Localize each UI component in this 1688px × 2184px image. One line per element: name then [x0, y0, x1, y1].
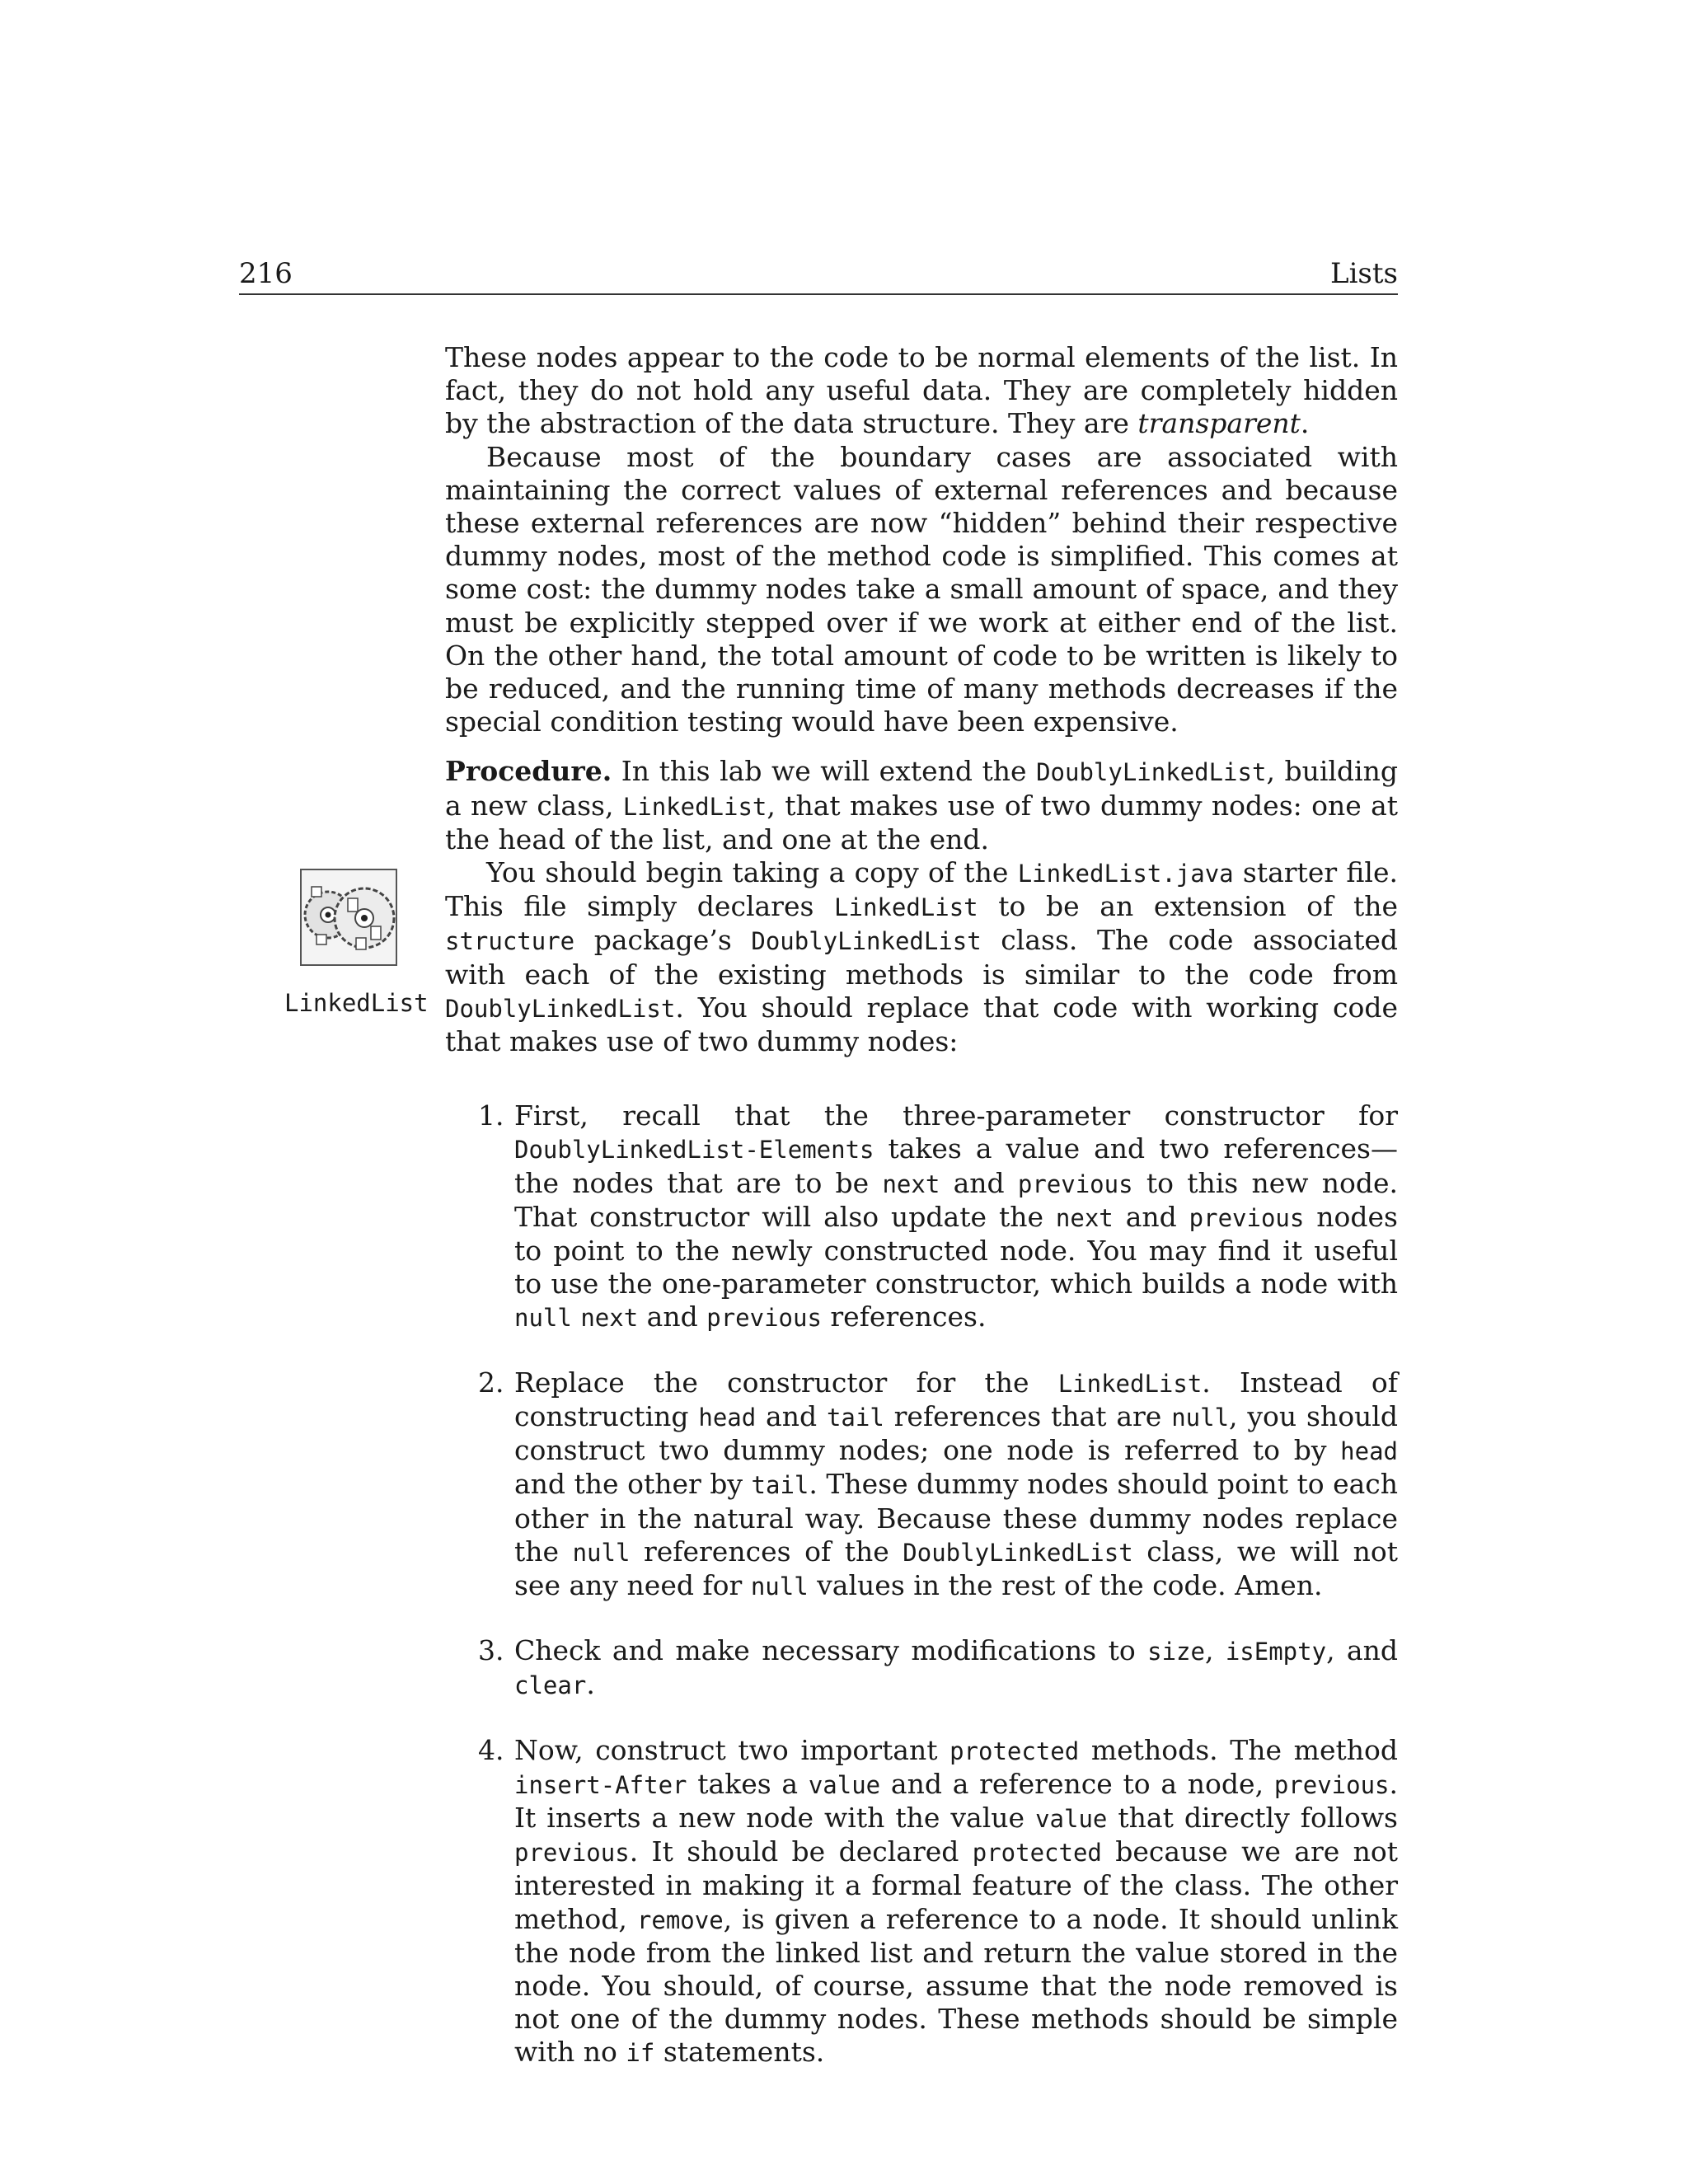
list-item: 4. Now, construct two important protected methods. The method insert-After takes a value and a reference to a node, previous. It inserts a new node with the value value that directly follows previous. It should be declared protected because we are not interested in making it a formal feature of the class. The other method, remove, is given a reference to a node. It should unlink the node from the linked list and return the value stored in the node. You should, of course, assume that the node removed is not one of the dummy nodes. These methods should be simple with no if statements. — [478, 1733, 1398, 2069]
list-item: 2. Replace the constructor for the LinkedList. Instead of constructing head and tail references that are null, you should construct two dummy nodes; one node is referred to by head and the other by tail. These dummy nodes should point to each other in the natural way. Because these dummy nodes replace the null references of the DoublyLinkedList class, we will not see any need for null values in the rest of the code. Amen. — [478, 1366, 1399, 1601]
list-item: 1. First, recall that the three-parameter constructor for DoublyLinkedList-Elements takes a value and two references—the nodes that are to be next and previous to this new node. That constructor will also update the next and previous nodes to point to the newly constructed node. You may find it useful to use the one-parameter constructor, which builds a node with null next and previous references. — [478, 1099, 1398, 1333]
section-title: Lists — [1329, 257, 1398, 290]
body-text — [445, 341, 1398, 2102]
list-item: 3. Check and make necessary modifications to size, isEmpty, and clear. — [478, 1634, 1398, 1701]
running-header — [239, 255, 1398, 295]
page-number: 216 — [239, 257, 293, 290]
paragraph: These nodes appear to the code to be normal elements of the list. In fact, they do not hold any useful data. They are completely hidden by the abstraction of the data structure. They are transparent. — [445, 341, 1398, 440]
paragraph: You should begin taking a copy of the LinkedList.java starter file. This file simply declares LinkedList to be an extension of the structure package’s DoublyLinkedList class. The code associated with each of the existing methods is similar to the code from DoublyLinkedList. You should replace that code with working code that makes use of two dummy nodes: — [445, 856, 1399, 1058]
procedure-steps — [445, 1099, 1398, 2069]
procedure-label: Procedure. — [445, 755, 612, 788]
paragraph: Because most of the boundary cases are associated with maintaining the correct values of external references and because these external references are now “hidden” behind their respective dummy nodes, most of the method code is simplified. This comes at some cost: the dummy nodes take a small amount of space, and they must be explicitly stepped over if we work at either end of the list. On the other hand, the total amount of code to be written is likely to be reduced, and the running time of many methods decreases if the special condition testing would have been expensive. — [445, 440, 1398, 738]
procedure-paragraph: Procedure. In this lab we will extend the DoublyLinkedList, building a new class, LinkedList, that makes use of two dummy nodes: one at the head of the list, and one at the end. — [445, 755, 1399, 855]
margin-label: LinkedList — [284, 989, 429, 1017]
gears-icon — [300, 869, 397, 966]
